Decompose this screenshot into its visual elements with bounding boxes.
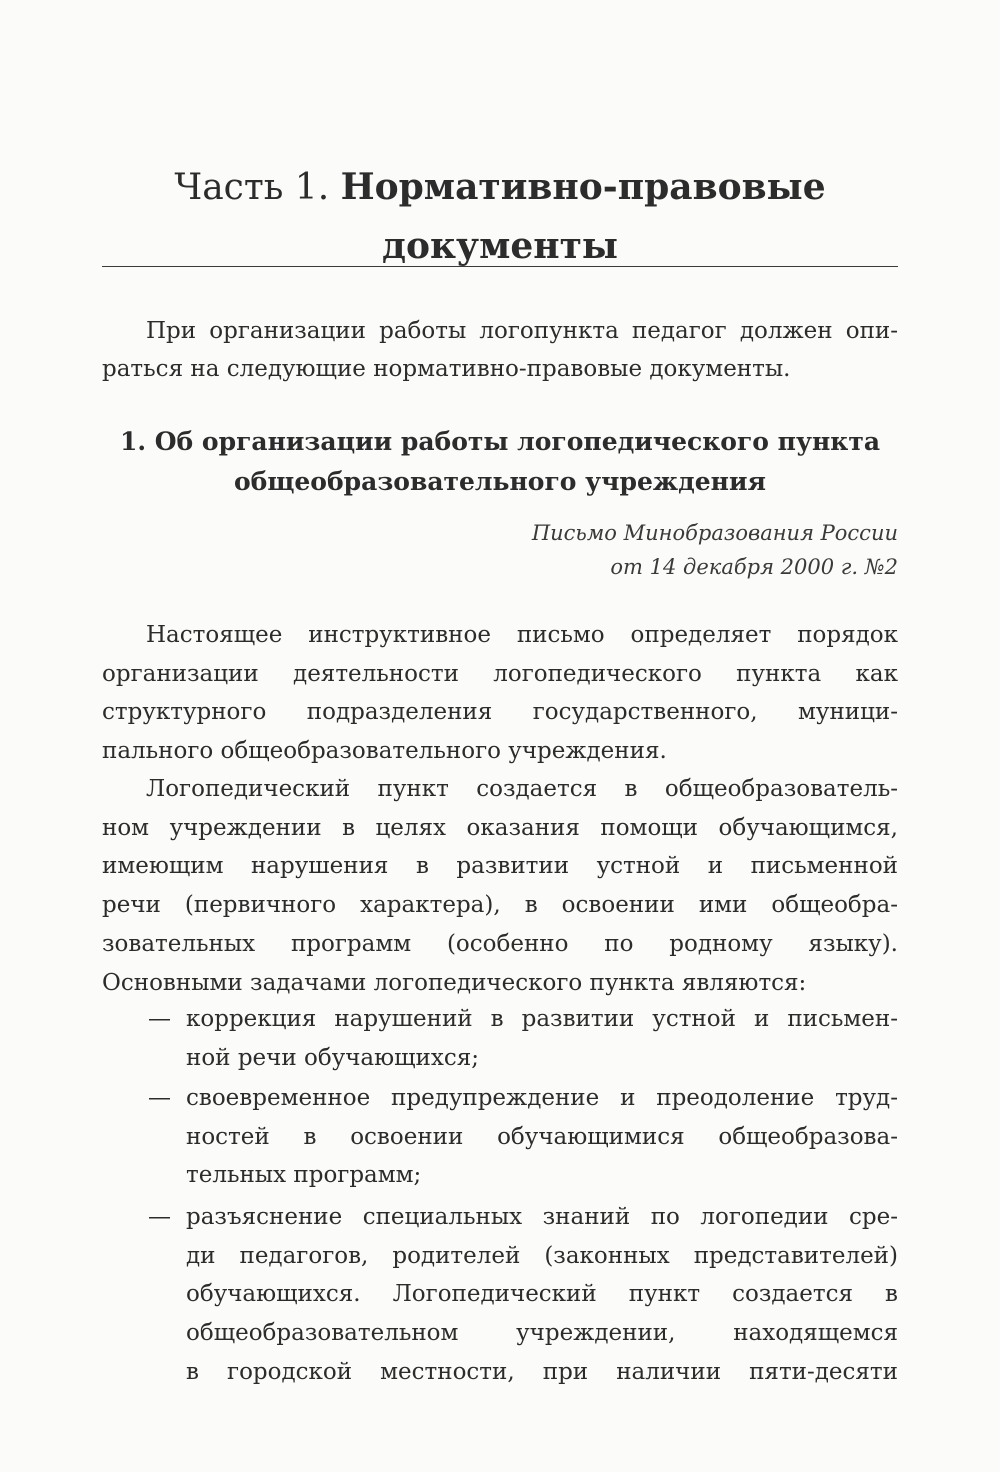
list-line: коррекция нарушений в развитии устной и письмен-: [186, 1006, 898, 1032]
list-line: ди педагогов, родителей (законных представителей): [186, 1242, 898, 1269]
list-dash: —: [148, 1006, 171, 1032]
paragraph-line: речи (первичного характера), в освоении ими общеобра-: [102, 892, 898, 919]
section-heading-line: 1. Об организации работы логопедического пункта: [119, 427, 881, 456]
paragraph-line: Логопедический пункт создается в общеобразователь-: [146, 776, 898, 802]
intro-paragraph: [102, 312, 898, 388]
paragraph-line: зовательных программ (особенно по родному языку).: [102, 930, 898, 957]
part-title-bold-1: Нормативно-правовые: [340, 166, 826, 208]
intro-line: При организации работы логопункта педагог должен опи-: [146, 318, 898, 344]
part-title-prefix: Часть 1.: [174, 167, 330, 208]
source-citation: [532, 516, 898, 584]
paragraph-line: пального общеобразовательного учреждения.: [102, 738, 667, 765]
list-dash: —: [148, 1204, 171, 1230]
list-item-text: [186, 1079, 898, 1195]
paragraph-2: [102, 770, 898, 1002]
list-line: своевременное предупреждение и преодоление труд-: [186, 1085, 898, 1111]
list-dash: —: [148, 1085, 171, 1111]
part-title-bold-2: документы: [382, 225, 618, 267]
source-line: Письмо Минобразования России: [531, 521, 898, 545]
paragraph-line: имеющим нарушения в развитии устной и письменной: [102, 853, 898, 880]
list-line: ностей в освоении обучающимися общеобразова-: [186, 1123, 898, 1150]
section-heading: [102, 422, 898, 502]
intro-line: раться на следующие нормативно-правовые документы.: [102, 356, 791, 382]
part-title: [100, 158, 900, 276]
section-heading-line: общеобразовательного учреждения: [233, 467, 766, 496]
list-line: общеобразовательном учреждении, находящемся: [186, 1320, 898, 1347]
title-divider: [102, 266, 898, 267]
list-item-text: [186, 1198, 898, 1392]
paragraph-1: [102, 616, 898, 771]
part-title-line-2: [100, 217, 900, 276]
list-item-text: [186, 1000, 898, 1077]
part-title-line-1: [100, 158, 900, 217]
paragraph-line: организации деятельности логопедического пункта как: [102, 660, 898, 687]
source-line: от 14 декабря 2000 г. №2: [610, 555, 898, 579]
paragraph-line: Основными задачами логопедического пункта являются:: [102, 969, 807, 996]
paragraph-line: ном учреждении в целях оказания помощи обучающимся,: [102, 814, 898, 841]
list-line: ной речи обучающихся;: [186, 1044, 479, 1071]
list-line: разъяснение специальных знаний по логопедии сре-: [186, 1204, 898, 1230]
paragraph-line: структурного подразделения государственного, муници-: [102, 699, 898, 726]
list-line: в городской местности, при наличии пяти-десяти: [186, 1358, 898, 1385]
paragraph-line: Настоящее инструктивное письмо определяет порядок: [146, 622, 898, 648]
list-line: тельных программ;: [186, 1162, 422, 1189]
list-line: обучающихся. Логопедический пункт создается в: [186, 1281, 898, 1308]
